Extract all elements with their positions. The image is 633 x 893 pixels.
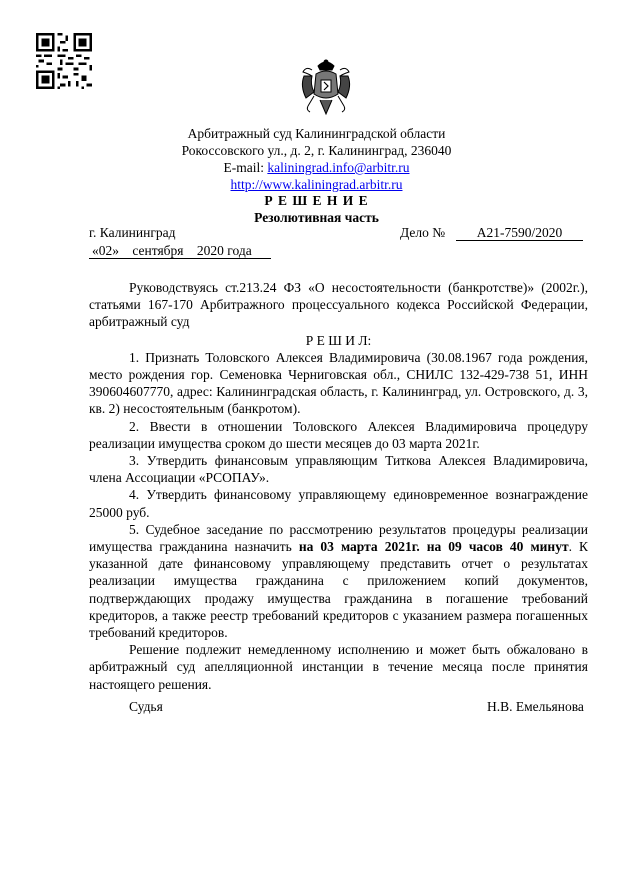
item-5-end: . К указанной дате финансовому управляющему представить отчет о результатах реализации имущества гражданина с приложением копий документов, подтверждающих продажу имущества гражданина в погашение требований кредиторов, а также реестр требований кредиторов с указанием размера погашенных требований кредиторов.	[89, 539, 589, 641]
case-number: А21-7590/2020	[456, 225, 583, 241]
preamble: Руководствуясь ст.213.24 ФЗ «О несостоятельности (банкротстве)» (2002г.), статьями 167-170 Арбитражного процессуального кодекса Российской Федерации, арбитражный суд	[89, 280, 588, 330]
website-link[interactable]: http://www.kaliningrad.arbitr.ru	[230, 177, 403, 192]
qr-code	[36, 33, 92, 89]
decision-date	[89, 243, 271, 259]
item-5-bold: на 03 марта 2021г. на 09 часов 40 минут	[298, 539, 569, 555]
date-day: «02»	[92, 243, 119, 258]
resolved-heading: Р Е Ш И Л:	[305, 332, 372, 348]
court-address: Рокоссовского ул., д. 2, г. Калининград, 236040	[181, 143, 452, 158]
court-website-line	[0, 176, 633, 193]
email-link[interactable]: kaliningrad.info@arbitr.ru	[267, 160, 410, 175]
coat-of-arms-icon	[298, 58, 354, 120]
document-body	[89, 279, 588, 693]
item-2: 2. Ввести в отношении Толовского Алексея Владимировича процедуру реализации имущества сроком до шести месяцев до 03 марта 2021г.	[89, 418, 588, 451]
court-email-line	[0, 159, 633, 176]
city: г. Калининград	[89, 225, 176, 240]
item-1: 1. Признать Толовского Алексея Владимировича (30.08.1967 года рождения, место рождения гор. Семеновка Черниговская обл., СНИЛС 132-429-738 51, ИНН 390604607770, адрес: Калининградская область, г. Калининград, ул. Островского, д. 3, кв. 2) несостоятельным (банкротом).	[89, 349, 588, 417]
document-subtitle: Резолютивная часть	[254, 210, 379, 225]
date-month: сентября	[132, 243, 184, 258]
document-title: Р Е Ш Е Н И Е	[264, 193, 369, 208]
judge-name: Н.В. Емельянова	[487, 699, 584, 714]
closing-paragraph: Решение подлежит немедленному исполнению и может быть обжаловано в арбитражный суд апелляционной инстанции в течение месяца после принятия настоящего решения.	[89, 642, 588, 692]
date-year: 2020 года	[196, 243, 252, 258]
item-5-start: 5. Судебное заседание по рассмотрению результатов процедуры реализации имущества гражданина назначить	[89, 521, 588, 555]
item-3: 3. Утвердить финансовым управляющим Титкова Алексея Владимировича, члена Ассоциации «РСОПАУ».	[89, 453, 588, 486]
court-name: Арбитражный суд Калининградской области	[187, 126, 446, 141]
item-4: 4. Утвердить финансовому управляющему единовременное вознаграждение 25000 руб.	[89, 487, 588, 520]
case-label: Дело №	[400, 225, 446, 240]
item-5	[89, 521, 588, 641]
email-label: E-mail:	[223, 160, 264, 175]
judge-role: Судья	[129, 699, 163, 714]
